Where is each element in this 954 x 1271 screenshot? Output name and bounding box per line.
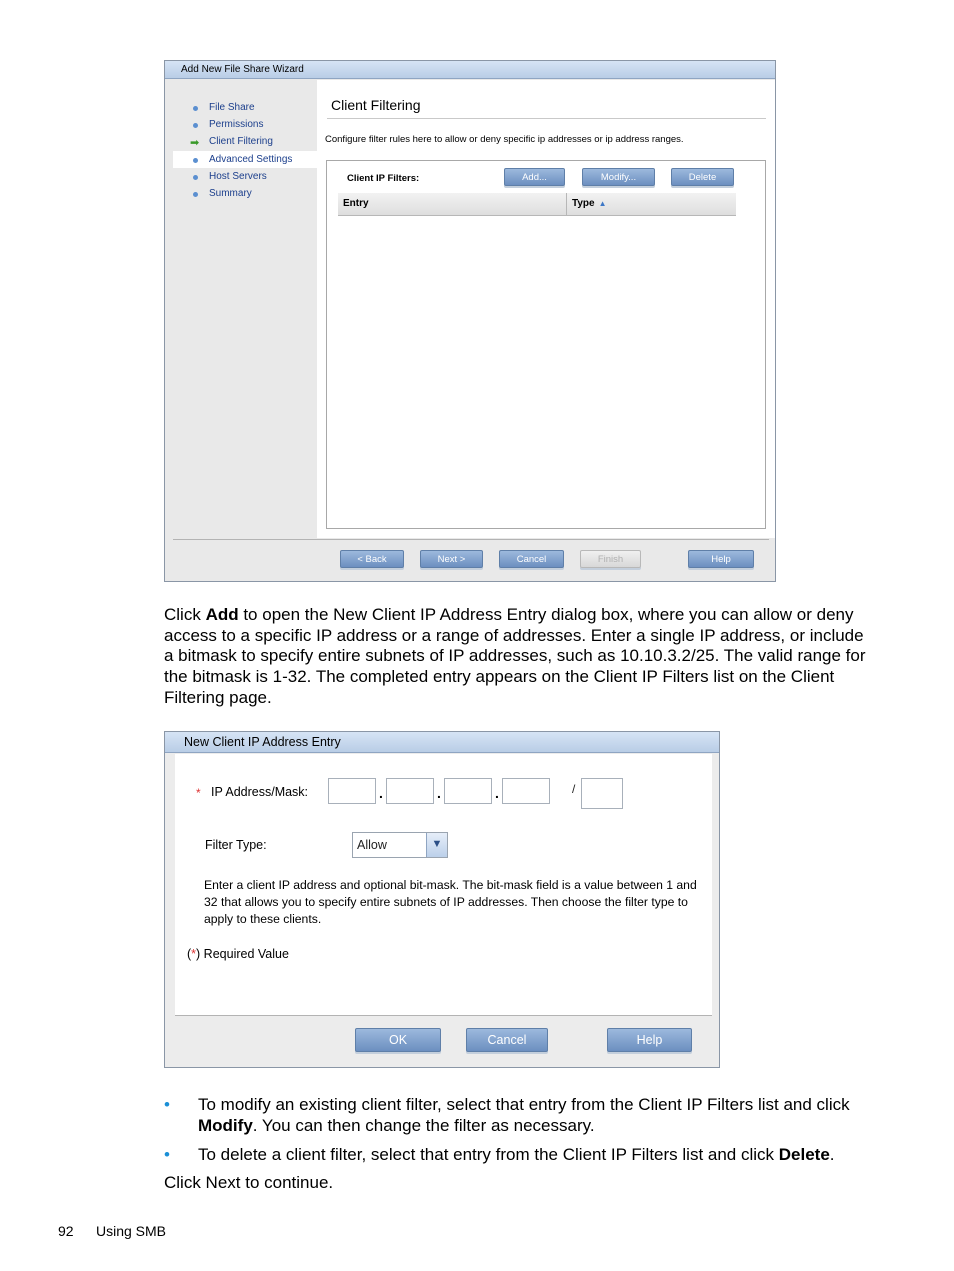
required-value-note [187, 947, 289, 961]
page-number: 92 [58, 1223, 74, 1239]
octet-separator: . [437, 785, 441, 801]
page-title: Client Filtering [331, 97, 421, 113]
new-client-ip-dialog [164, 731, 720, 1068]
add-file-share-wizard [164, 60, 776, 582]
bullet-text-part: . [829, 1145, 835, 1164]
help-button[interactable]: Help [607, 1028, 692, 1052]
sort-ascending-icon: ▲ [598, 199, 607, 208]
paragraph-bold-add: Add [205, 605, 239, 624]
note-text: ) Required Value [196, 947, 289, 961]
octet-separator: . [495, 785, 499, 801]
divider [327, 118, 766, 119]
bullet-bold-delete: Delete [778, 1145, 830, 1164]
column-header-entry[interactable]: Entry [343, 198, 369, 209]
nav-item-host-servers[interactable]: Host Servers [209, 171, 267, 182]
octet-separator: . [379, 785, 383, 801]
filters-table-header [338, 193, 736, 216]
closing-text: Click Next to continue. [164, 1173, 334, 1192]
wizard-content [317, 80, 775, 538]
body-paragraph [164, 605, 870, 709]
column-header-type-label: Type [572, 198, 595, 209]
filter-type-value: Allow [357, 838, 387, 852]
ip-address-mask-label: IP Address/Mask: [211, 785, 309, 799]
bullet-item [164, 1095, 870, 1136]
client-ip-filters-label: Client IP Filters: [347, 173, 420, 184]
ip-octet-3-input[interactable] [444, 778, 492, 804]
divider [175, 1015, 712, 1016]
nav-item-advanced-settings[interactable]: Advanced Settings [209, 154, 293, 165]
bullet-icon [193, 123, 198, 128]
dialog-panel [175, 754, 712, 1016]
required-marker: * [191, 947, 197, 961]
ip-octet-4-input[interactable] [502, 778, 550, 804]
cancel-button[interactable]: Cancel [466, 1028, 548, 1052]
bullet-text [198, 1095, 870, 1136]
note-open-paren: ( [187, 947, 192, 961]
bullet-bold-modify: Modify [198, 1115, 253, 1135]
nav-item-client-filtering[interactable]: Client Filtering [209, 136, 273, 147]
bullet-icon [193, 175, 198, 180]
bullet-text-part: . You can then change the filter as necessary. [252, 1115, 595, 1135]
paragraph-text: Click [164, 605, 206, 624]
nav-item-permissions[interactable]: Permissions [209, 119, 264, 130]
divider [173, 539, 769, 540]
add-button[interactable]: Add... [504, 168, 565, 186]
bitmask-input[interactable] [581, 778, 623, 809]
mask-separator: / [572, 782, 576, 796]
bullet-text-part: To delete a client filter, select that entry from the Client IP Filters list and click [198, 1145, 779, 1164]
modify-button[interactable]: Modify... [582, 168, 655, 186]
back-button[interactable]: < Back [340, 550, 404, 568]
bullet-icon: • [164, 1145, 170, 1164]
bullet-text-part: To modify an existing client filter, select that entry from the Client IP Filters list and click [198, 1095, 850, 1114]
bullet-item [164, 1145, 870, 1166]
client-ip-filters-panel [326, 160, 766, 529]
required-marker: * [196, 786, 201, 800]
filter-type-select[interactable] [352, 832, 448, 858]
current-step-arrow-icon: ➡ [190, 137, 200, 149]
help-button[interactable]: Help [688, 550, 754, 568]
nav-item-summary[interactable]: Summary [209, 188, 252, 199]
bullet-icon: • [164, 1095, 170, 1114]
next-button[interactable]: Next > [420, 550, 483, 568]
ip-octet-1-input[interactable] [328, 778, 376, 804]
chevron-down-icon[interactable]: ▼ [426, 833, 447, 857]
cancel-button[interactable]: Cancel [499, 550, 564, 568]
bullet-icon [193, 106, 198, 111]
dialog-help-text: Enter a client IP address and optional bit-mask. The bit-mask field is a value between 1 and 32 that allows you to specify entire subnets of IP addresses. Then choose the filter type to apply to these clients. [204, 878, 697, 926]
page-description: Configure filter rules here to allow or deny specific ip addresses or ip address ranges. [325, 134, 684, 145]
bullet-icon [193, 192, 198, 197]
column-separator [566, 193, 567, 215]
ip-octet-2-input[interactable] [386, 778, 434, 804]
bullet-icon [193, 158, 198, 163]
wizard-title: Add New File Share Wizard [165, 61, 775, 79]
paragraph-text: to open the New Client IP Address Entry dialog box, where you can allow or deny access to a specific IP address or a range of addresses. Enter a single IP address, or include a bitmask to specify entire subnets of IP addresses, such as 10.10.3.2/25. The valid range for the bitmask is 1-32. The completed entry appears on the Client IP Filters list on the Client Filtering page. [164, 605, 866, 707]
finish-button[interactable]: Finish [580, 550, 641, 568]
bullet-text [198, 1145, 870, 1166]
dialog-title: New Client IP Address Entry [165, 732, 719, 753]
section-name: Using SMB [96, 1223, 167, 1239]
ok-button[interactable]: OK [355, 1028, 441, 1052]
delete-button[interactable]: Delete [671, 168, 734, 186]
nav-item-file-share[interactable]: File Share [209, 102, 255, 113]
column-header-type[interactable] [572, 193, 607, 215]
wizard-nav [173, 80, 317, 538]
filter-type-label: Filter Type: [205, 838, 267, 852]
